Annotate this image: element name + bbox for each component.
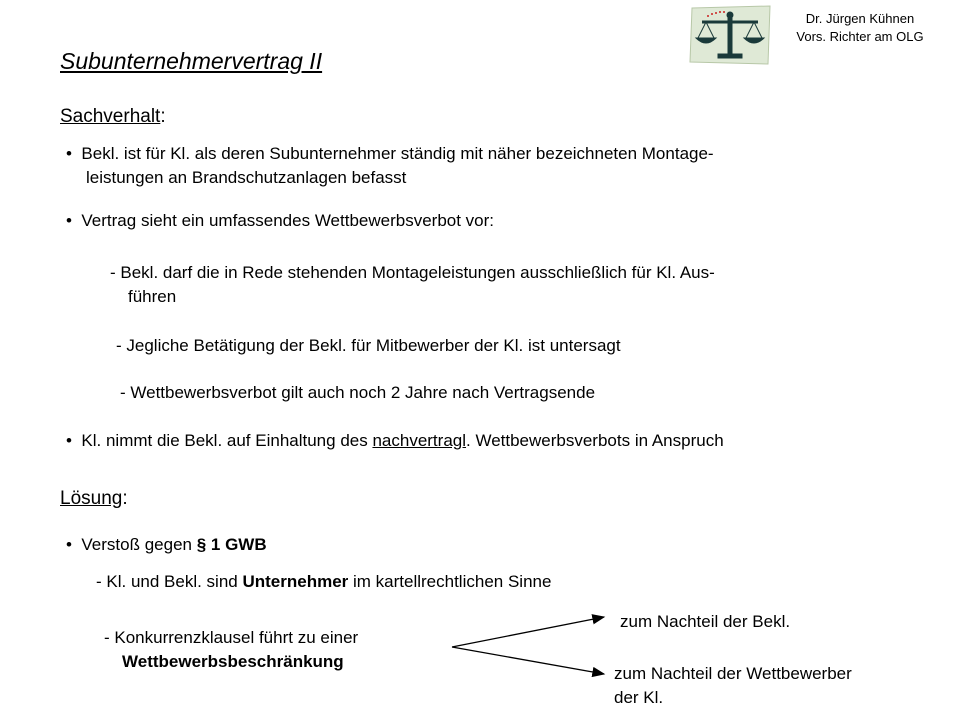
bullet-3-pre: Kl. nimmt die Bekl. auf Einhaltung des bbox=[81, 431, 373, 450]
bullet-marker: • bbox=[66, 211, 72, 230]
page-title: Subunternehmervertrag II bbox=[60, 48, 323, 74]
author-name: Dr. Jürgen Kühnen bbox=[805, 11, 915, 26]
bullet-1-line-2: leistungen an Brandschutzanlagen befasst bbox=[86, 168, 407, 187]
arrow-to-branch-1 bbox=[452, 617, 604, 647]
loesung-sub-1-pre: - Kl. und Bekl. sind bbox=[96, 572, 243, 591]
bullet-3-underlined: nachvertragl bbox=[372, 431, 467, 450]
bullet-3-post: . Wettbewerbsverbots in Anspruch bbox=[466, 431, 724, 450]
sub-item-3: - Wettbewerbsverbot gilt auch noch 2 Jahre nach Vertragsende bbox=[120, 383, 596, 402]
loesung-bullet-1-bold: § 1 GWB bbox=[196, 535, 267, 554]
sub-item-1-line-1: - Bekl. darf die in Rede stehenden Montageleistungen ausschließlich für Kl. Aus- bbox=[110, 263, 715, 282]
sub-item-1-line-2: führen bbox=[128, 287, 177, 306]
branch-1-text: zum Nachteil der Bekl. bbox=[620, 612, 791, 631]
author-role: Vors. Richter am OLG bbox=[796, 29, 924, 44]
bullet-marker: • bbox=[66, 431, 72, 450]
sachverhalt-heading-text: Sachverhalt bbox=[60, 106, 161, 127]
arrow-to-branch-2 bbox=[452, 647, 604, 674]
loesung-sub-2-line-1: - Konkurrenzklausel führt zu einer bbox=[104, 628, 359, 647]
loesung-sub-2-line-2: Wettbewerbsbeschränkung bbox=[122, 652, 344, 671]
loesung-heading-text: Lösung bbox=[60, 488, 123, 509]
bullet-2-text: Vertrag sieht ein umfassendes Wettbewerbsverbot vor: bbox=[81, 211, 495, 230]
loesung-heading-colon: : bbox=[122, 488, 128, 509]
bullet-marker: • bbox=[66, 144, 72, 163]
branch-2-line-2: der Kl. bbox=[614, 688, 664, 707]
bullet-1-line-1: Bekl. ist für Kl. als deren Subunternehmer ständig mit näher bezeichneten Montage- bbox=[81, 144, 714, 163]
sachverhalt-heading-colon: : bbox=[160, 106, 166, 127]
sub-item-2: - Jegliche Betätigung der Bekl. für Mitbewerber der Kl. ist untersagt bbox=[116, 336, 621, 355]
loesung-sub-1-bold: Unternehmer bbox=[242, 572, 349, 591]
loesung-bullet-1-pre: Verstoß gegen bbox=[81, 535, 197, 554]
branch-2-line-1: zum Nachteil der Wettbewerber bbox=[614, 664, 852, 683]
bullet-marker: • bbox=[66, 535, 72, 554]
loesung-sub-1-post: im kartellrechtlichen Sinne bbox=[348, 572, 552, 591]
